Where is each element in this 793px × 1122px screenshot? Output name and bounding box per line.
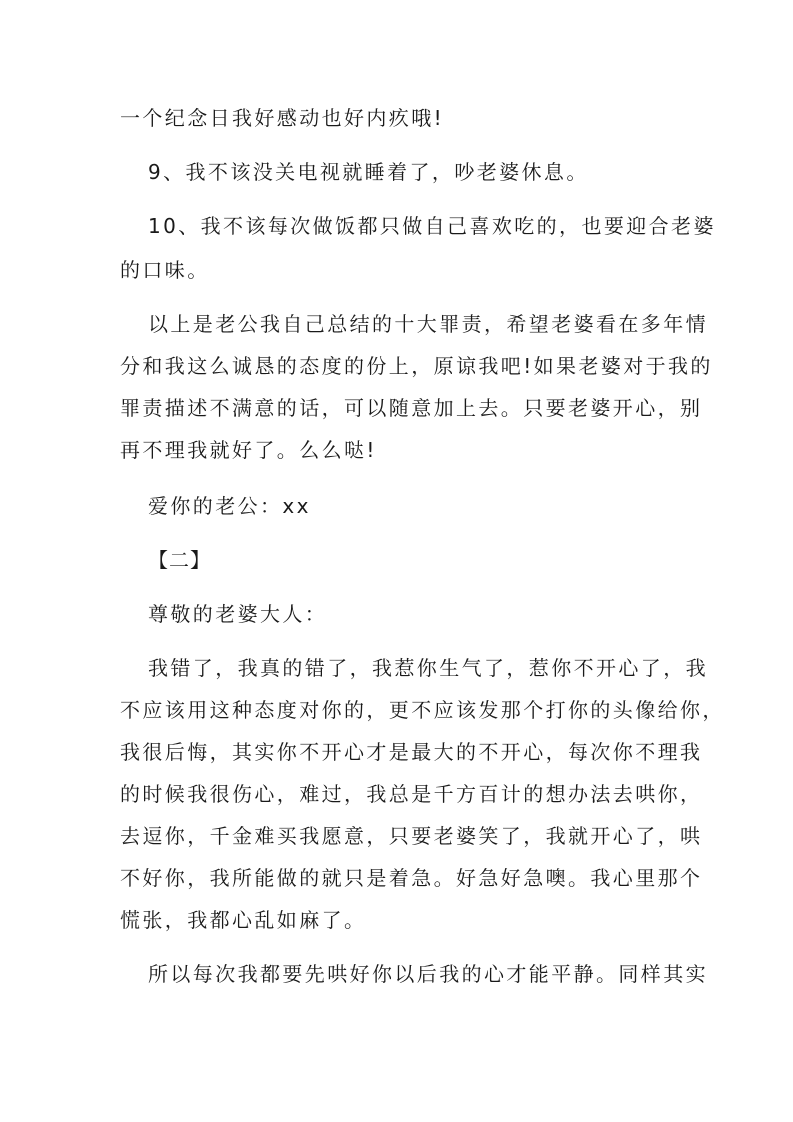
text-line: 慌张，我都心乱如麻了。 bbox=[120, 908, 367, 932]
text-line: 所以每次我都要先哄好你以后我的心才能平静。同样其实 bbox=[148, 962, 708, 986]
text-line: 罪责描述不满意的话，可以随意加上去。只要老婆开心，别 bbox=[120, 396, 703, 420]
text-line: 不好你，我所能做的就只是着急。好急好急噢。我心里那个 bbox=[120, 866, 703, 890]
text-line: 以上是老公我自己总结的十大罪责，希望老婆看在多年情 bbox=[148, 312, 708, 336]
salutation: 尊敬的老婆大人： bbox=[148, 602, 328, 626]
text-line: 10、我不该每次做饭都只做自己喜欢吃的，也要迎合老婆 bbox=[148, 214, 716, 238]
text-line: 分和我这么诚恳的态度的份上，原谅我吧!如果老婆对于我的 bbox=[120, 354, 713, 378]
text-line: 9、我不该没关电视就睡着了，吵老婆休息。 bbox=[148, 160, 589, 184]
text-line: 的时候我很伤心，难过，我总是千方百计的想办法去哄你， bbox=[120, 782, 703, 806]
text-line: 再不理我就好了。么么哒! bbox=[120, 438, 377, 462]
text-line: 的口味。 bbox=[120, 258, 210, 282]
text-line: 我错了，我真的错了，我惹你生气了，惹你不开心了，我 bbox=[148, 656, 708, 680]
text-line: 一个纪念日我好感动也好内疚哦! bbox=[120, 106, 445, 130]
section-heading: 【二】 bbox=[148, 548, 211, 572]
text-line: 不应该用这种态度对你的，更不应该发那个打你的头像给你， bbox=[120, 698, 725, 722]
text-line: 我很后悔，其实你不开心才是最大的不开心，每次你不理我 bbox=[120, 740, 703, 764]
signature-line: 爱你的老公：xx bbox=[148, 494, 311, 518]
text-line: 去逗你，千金难买我愿意，只要老婆笑了，我就开心了，哄 bbox=[120, 824, 703, 848]
